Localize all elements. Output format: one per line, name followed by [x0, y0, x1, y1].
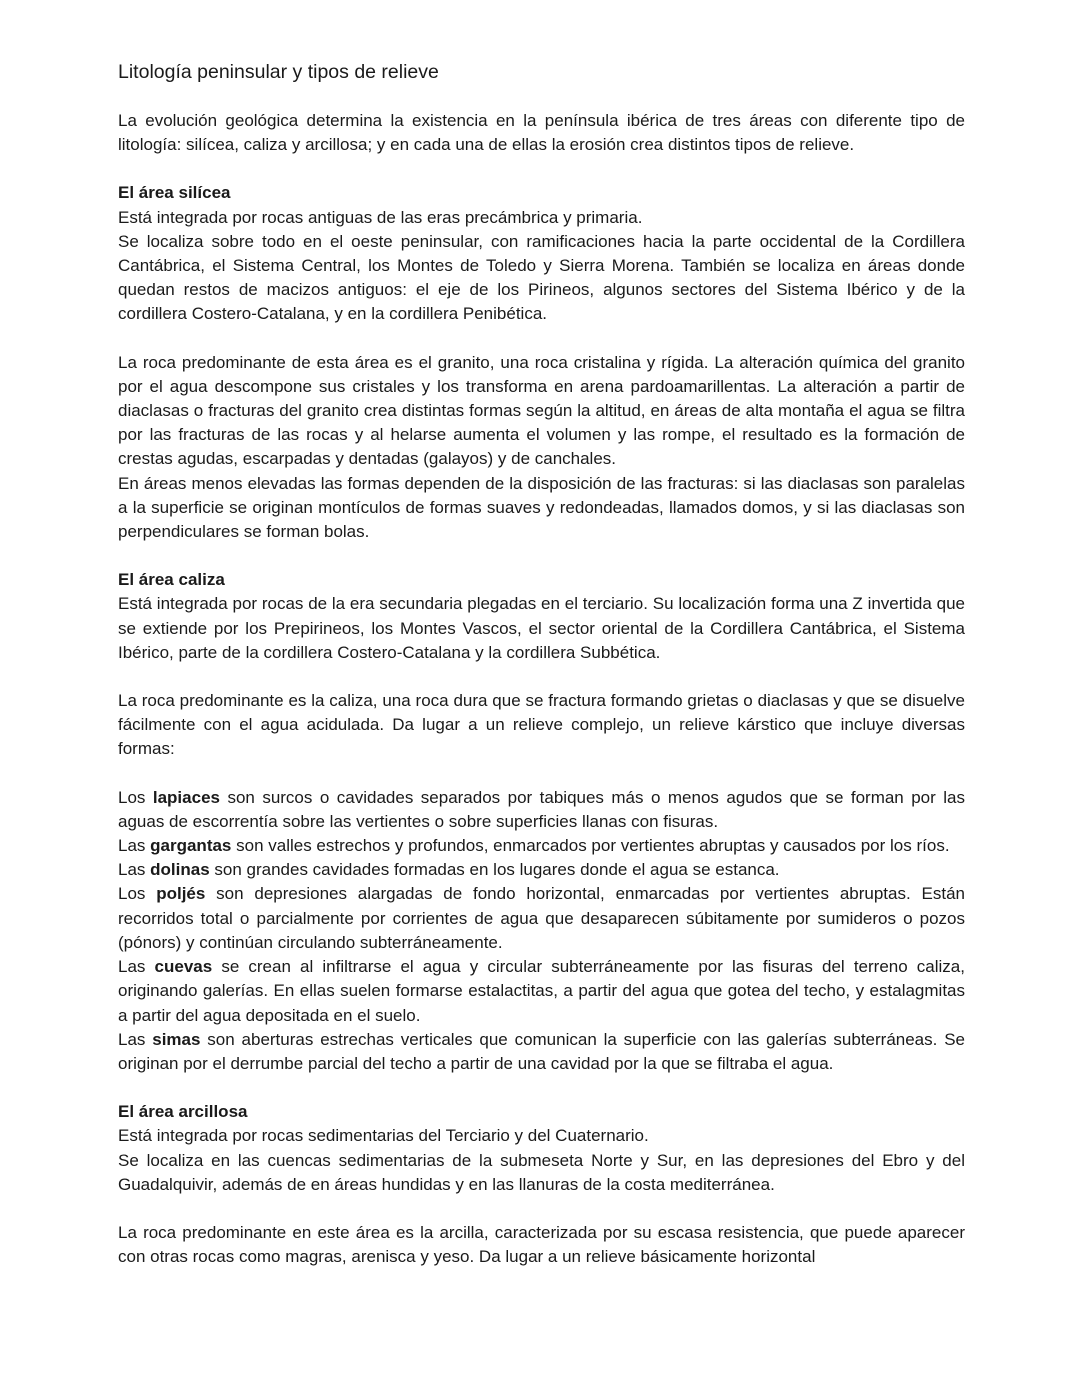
karst-form-item: Las simas son aberturas estrechas verticales que comunican la superficie con las galerías subterráneas. Se originan por el derrumbe parcial del techo a partir de una cavidad por la que se filtraba el agua. [118, 1029, 965, 1073]
paragraph: La roca predominante es la caliza, una roca dura que se fractura formando grietas o diaclasas y que se disuelve fácilmente con el agua acidulada. Da lugar a un relieve complejo, un relieve kárstico que incluye diversas formas: [118, 691, 965, 759]
karst-term: gargantas [150, 836, 232, 856]
intro-paragraph: La evolución geológica determina la existencia en la península ibérica de tres áreas con diferente tipo de litología: silícea, caliza y arcillosa; y en cada una de ellas la erosión crea distintos tipos de relieve. [118, 111, 965, 155]
paragraph: Se localiza sobre todo en el oeste peninsular, con ramificaciones hacia la parte occidental de la Cordillera Cantábrica, el Sistema Central, los Montes de Toledo y Sierra Morena. También se localiza en áreas donde quedan restos de macizos antiguos: el eje de los Pirineos, algunos sectores del Sistema Ibérico y de la cordillera Costero-Catalana, y en la cordillera Penibética. [118, 231, 965, 324]
paragraph: Está integrada por rocas sedimentarias del Terciario y del Cuaternario. [118, 1126, 649, 1146]
paragraph: La roca predominante en este área es la arcilla, caracterizada por su escasa resistencia, que puede aparecer con otras rocas como magras, arenisca y yeso. Da lugar a un relieve básicamente horizontal [118, 1222, 965, 1267]
document-page [118, 58, 965, 1269]
paragraph: Está integrada por rocas de la era secundaria plegadas en el terciario. Su localización forma una Z invertida que se extiende por los Prepirineos, los Montes Vascos, el sector oriental de la Cordillera Cantábrica, el Sistema Ibérico, parte de la cordillera Costero-Catalana y la cordillera Subbética. [118, 594, 965, 662]
karst-form-item: Los lapiaces son surcos o cavidades separados por tabiques más o menos agudos que se forman por las aguas de escorrentía sobre las vertientes o sobre superficies llanas con fisuras. [118, 787, 965, 831]
karst-term: poljés [156, 884, 206, 904]
karst-term: dolinas [150, 860, 210, 880]
karst-form-item: Los poljés son depresiones alargadas de fondo horizontal, enmarcadas por vertientes abruptas. Están recorridos total o parcialmente por corrientes de agua que desaparecen súbitamente por sumideros o pozos (pónors) y continúan circulando subterráneamente. [118, 884, 965, 952]
section-heading-silicea: El área silícea [118, 183, 231, 203]
section-heading-caliza: El área caliza [118, 570, 225, 590]
paragraph: Se localiza en las cuencas sedimentarias de la submeseta Norte y Sur, en las depresiones del Ebro y del Guadalquivir, además de en áreas hundidas y en las llanuras de la costa mediterránea. [118, 1150, 965, 1194]
paragraph: La roca predominante de esta área es el granito, una roca cristalina y rígida. La alteración química del granito por el agua descompone sus cristales y los transforma en arena pardoamarillentas. La alteración a partir de diaclasas o fracturas del granito crea distintas formas según la altitud, en áreas de alta montaña el agua se filtra por las fracturas de las rocas y al helarse aumenta el volumen y las rompe, el resultado es la formación de crestas agudas, escarpadas y dentadas (galayos) y de canchales. [118, 352, 965, 469]
paragraph: En áreas menos elevadas las formas dependen de la disposición de las fracturas: si las diaclasas son paralelas a la superficie se originan montículos de formas suaves y redondeadas, llamados domos, y si las diaclasas son perpendiculares se forman bolas. [118, 473, 965, 542]
karst-term: lapiaces [152, 787, 220, 807]
karst-term: simas [152, 1029, 201, 1049]
paragraph: Está integrada por rocas antiguas de las eras precámbrica y primaria. [118, 207, 643, 227]
karst-form-item: Las gargantas son valles estrechos y profundos, enmarcados por vertientes abruptas y causados por los ríos. [118, 836, 950, 856]
karst-term: cuevas [154, 957, 213, 977]
karst-form-item: Las cuevas se crean al infiltrarse el agua y circular subterráneamente por las fisuras del terreno caliza, originando galerías. En ellas suelen formarse estalactitas, a partir del agua que gotea del techo, y estalagmitas a partir del agua depositada en el suelo. [118, 957, 965, 1025]
karst-form-item: Las dolinas son grandes cavidades formadas en los lugares donde el agua se estanca. [118, 860, 780, 880]
section-heading-arcillosa: El área arcillosa [118, 1102, 248, 1122]
document-title: Litología peninsular y tipos de relieve [118, 61, 439, 83]
